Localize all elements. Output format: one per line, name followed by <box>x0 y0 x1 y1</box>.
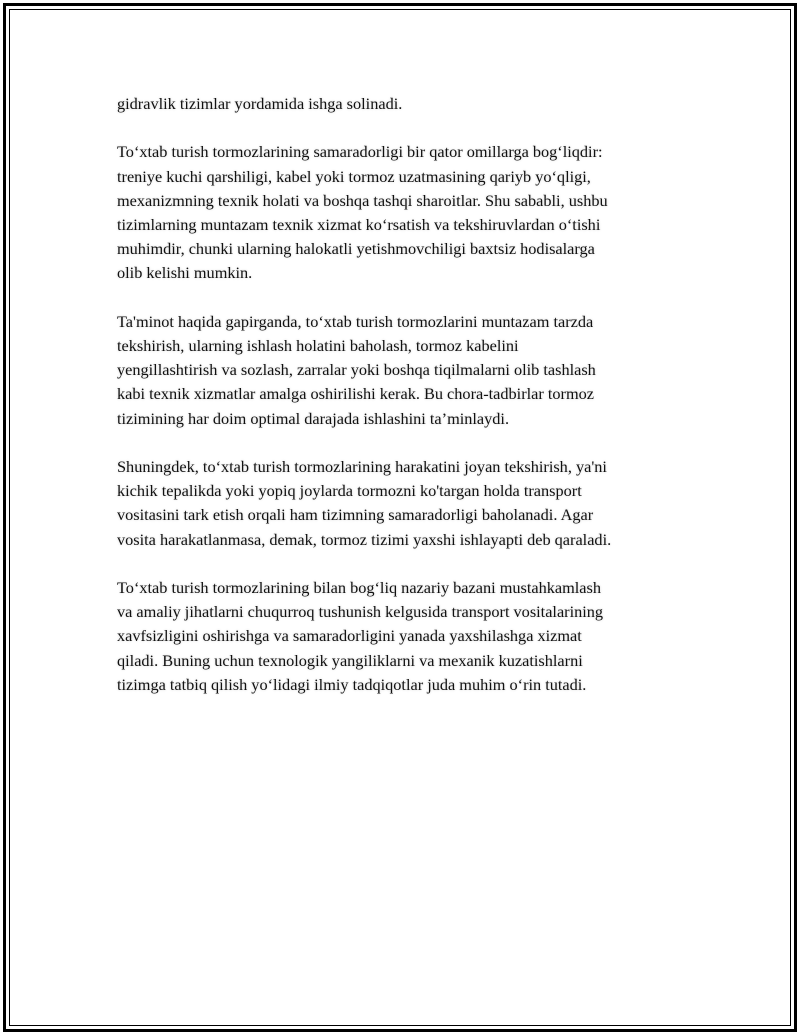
paragraph-4: Shuningdek, to‘xtab turish tormozlarining harakatini joyan tekshirish, ya'ni kichik tepalikda yoki yopiq joylarda tormozni ko'targan holda transport vositasini tark etish orqali ham tizimning samaradorligi baholanadi. Agar vosita harakatlanmasa, demak, tormoz tizimi yaxshi ishlayapti deb qaraladi. <box>117 457 612 549</box>
paragraph-3: Ta'minot haqida gapirganda, to‘xtab turish tormozlarini muntazam tarzda tekshirish, ularning ishlash holatini baholash, tormoz kabelini yengillashtirish va sozlash, zarralar yoki boshqa tiqilmalarni olib tashlash kabi texnik xizmatlar amalga oshirilishi kerak. Bu chora-tadbirlar tormoz tizimining har doim optimal darajada ishlashini ta’minlaydi. <box>117 311 596 428</box>
paragraph-5: To‘xtab turish tormozlarining bilan bog‘liq nazariy bazani mustahkamlash va amaliy jihatlarni chuqurroq tushunish kelgusida transport vositalarining xavfsizligini oshirishga va samaradorligini yanada yaxshilashga xizmat qiladi. Buning uchun texnologik yangiliklarni va mexanik kuzatishlarni tizimga tatbiq qilish yo‘lidagi ilmiy tadqiqotlar juda muhim o‘rin tutadi. <box>117 578 604 694</box>
paragraph-2: To‘xtab turish tormozlarining samaradorligi bir qator omillarga bog‘liqdir: treniye kuchi qarshiligi, kabel yoki tormoz uzatmasining qariyb yo‘qligi, mexanizmning texnik holati va boshqa tashqi sharoitlar. Shu sababli, ushbu tizimlarning muntazam texnik xizmat ko‘rsatish va tekshiruvlardan o‘tishi muhimdir, chunki ularning halokatli yetishmovchiligi baxtsiz hodisalarga olib kelishi mumkin. <box>117 142 608 283</box>
document-body <box>117 92 692 721</box>
paragraph-1: gidravlik tizimlar yordamida ishga solinadi. <box>117 94 403 113</box>
